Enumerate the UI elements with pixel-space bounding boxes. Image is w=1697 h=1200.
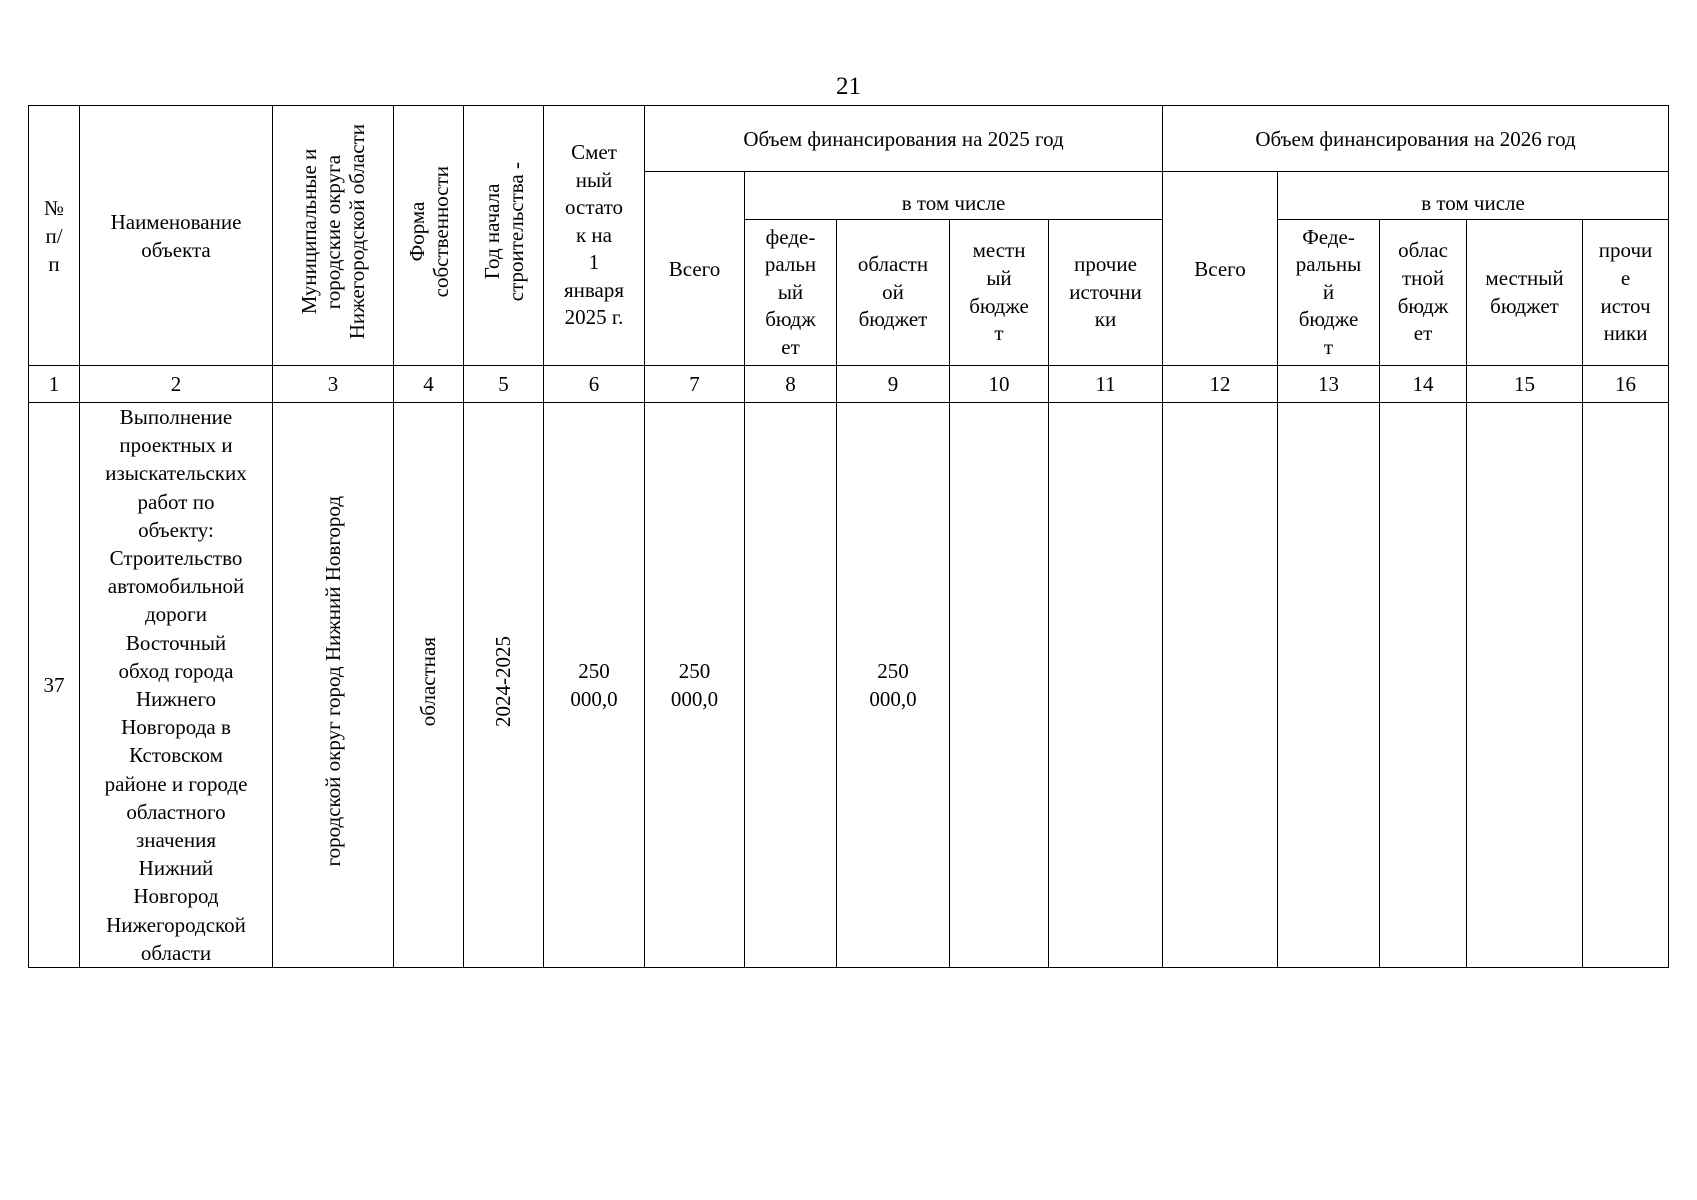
header-federal-2025: [745, 220, 837, 366]
header-regional-2026: [1380, 220, 1467, 366]
header-including-2025: в том числе: [745, 172, 1163, 220]
column-number: 1: [29, 366, 80, 403]
header-local-2025-line: местн: [972, 238, 1026, 263]
header-group-2026: Объем финансирования на 2026 год: [1163, 106, 1669, 172]
object-name-line: Нижний: [138, 856, 214, 881]
header-federal-2026-line: бюдже: [1298, 307, 1359, 332]
column-number: 9: [837, 366, 950, 403]
header-object-name-label: Наименование объекта: [110, 209, 242, 262]
other-2025-cell: [1049, 403, 1163, 968]
header-regional-2026-line: ет: [1413, 321, 1433, 346]
header-estimated-remainder: [544, 106, 645, 366]
header-other-2026-line: источ: [1600, 293, 1651, 318]
column-number: 6: [544, 366, 645, 403]
header-federal-2026-line: й: [1322, 279, 1335, 304]
object-name-line: Нижегородской: [106, 912, 246, 937]
header-regional-2025-line: областн: [857, 252, 929, 277]
header-federal-2025-line: ральн: [764, 252, 817, 277]
column-number: 13: [1278, 366, 1380, 403]
column-number: 5: [464, 366, 544, 403]
header-municipality: [273, 106, 394, 366]
header-federal-2026-line: ральны: [1295, 252, 1362, 277]
header-other-2025: [1049, 220, 1163, 366]
header-local-2025-line: бюдже: [969, 293, 1029, 318]
object-name-line: работ по: [137, 489, 215, 514]
column-number: 10: [950, 366, 1049, 403]
header-local-2025-line: ый: [986, 265, 1012, 290]
header-regional-2025-line: ой: [882, 279, 904, 304]
financing-table: [28, 105, 1669, 968]
object-name-line: объекту:: [138, 517, 214, 542]
local-2025-cell: [950, 403, 1049, 968]
column-number: 15: [1467, 366, 1583, 403]
object-name-line: дороги: [144, 602, 208, 627]
object-name-line: Новгород: [133, 884, 219, 909]
header-remainder-line: Смет: [571, 139, 617, 164]
regional-2025-cell: [837, 403, 950, 968]
header-federal-2025-line: ый: [777, 279, 804, 304]
header-row-number: [29, 106, 80, 366]
header-remainder-line: ный: [575, 167, 613, 192]
header-regional-2026-line: тной: [1401, 265, 1445, 290]
header-federal-2025-line: бюдж: [765, 307, 816, 332]
object-name-line: Выполнение: [119, 405, 233, 429]
header-row-number-label: [31, 194, 77, 278]
header-ownership: [394, 106, 464, 366]
header-municipality-line: Нижегородской области: [345, 124, 369, 340]
row-number: 37: [29, 403, 80, 968]
object-name-line: районе и городе: [104, 771, 248, 796]
header-ownership-line: Форма: [404, 202, 429, 262]
object-name-line: Новгорода в: [121, 715, 231, 740]
years-value: 2024-2025: [491, 636, 515, 728]
object-name-line: автомобильной: [107, 574, 245, 599]
header-municipality-line: Муниципальные и: [297, 149, 321, 315]
years-cell: [464, 403, 544, 968]
header-local-2026-line: бюджет: [1490, 293, 1559, 318]
header-pp-part2: п: [48, 251, 60, 276]
header-ownership-line: собственности: [428, 166, 453, 298]
object-name-line: значения: [135, 828, 217, 853]
header-total-2026: Всего: [1163, 172, 1278, 366]
header-other-2026-line: е: [1620, 265, 1631, 290]
header-object-name: [80, 106, 273, 366]
header-regional-2025-line: бюджет: [858, 307, 928, 332]
object-name-line: Кстовском: [129, 743, 223, 768]
column-number: 14: [1380, 366, 1467, 403]
header-remainder-line: 1: [588, 250, 600, 275]
header-start-year-label: [480, 162, 528, 301]
column-number: 4: [394, 366, 464, 403]
remainder-value-line: 000,0: [570, 687, 618, 712]
header-regional-2026-line: бюдж: [1397, 293, 1449, 318]
column-number: 12: [1163, 366, 1278, 403]
object-name-line: Восточный: [125, 630, 227, 655]
header-pp-part1: п/: [45, 223, 63, 248]
header-other-2025-line: прочие: [1074, 252, 1137, 277]
total-2026-cell: [1163, 403, 1278, 968]
header-remainder-line: января: [563, 277, 625, 302]
header-federal-2026-line: т: [1323, 334, 1334, 359]
header-local-2026-line: местный: [1485, 265, 1564, 290]
total-2025-value-line: 250: [678, 659, 711, 684]
header-local-2025-line: т: [994, 321, 1004, 346]
table-row: [29, 403, 1669, 968]
other-2026-cell: [1583, 403, 1669, 968]
header-regional-2025: [837, 220, 950, 366]
header-start-year: [464, 106, 544, 366]
header-remainder-line: остато: [565, 195, 623, 220]
municipality-cell: [273, 403, 394, 968]
header-other-2025-line: ки: [1094, 307, 1117, 332]
header-other-2026: [1583, 220, 1669, 366]
object-name-line: Строительство: [109, 546, 243, 571]
header-start-year-line: Год начала: [479, 184, 504, 280]
header-local-2025: [950, 220, 1049, 366]
header-ownership-label: [405, 166, 453, 297]
total-2025-value-line: 000,0: [670, 687, 719, 712]
regional-2025-value-line: 000,0: [869, 687, 917, 712]
header-remainder-line: 2025 г.: [564, 305, 624, 330]
page-number: 21: [836, 73, 861, 100]
header-start-year-line: строительства -: [503, 162, 528, 302]
object-name-line: областного: [126, 799, 226, 824]
header-federal-2026-line: Феде-: [1302, 224, 1355, 249]
remainder-cell: [544, 403, 645, 968]
header-remainder-line: к на: [575, 222, 612, 247]
object-name-line: проектных и: [119, 433, 233, 458]
header-federal-2026: [1278, 220, 1380, 366]
header-including-2026: в том числе: [1278, 172, 1669, 220]
column-number-row: [29, 366, 1669, 403]
header-regional-2026-line: облас: [1398, 238, 1448, 263]
header-group-2025: Объем финансирования на 2025 год: [645, 106, 1163, 172]
object-name: [80, 403, 273, 968]
object-name-line: обход города: [118, 658, 234, 683]
remainder-value-line: 250: [578, 659, 610, 684]
column-number: 3: [273, 366, 394, 403]
ownership-cell: [394, 403, 464, 968]
federal-2025-cell: [745, 403, 837, 968]
header-local-2026: [1467, 220, 1583, 366]
column-number: 11: [1049, 366, 1163, 403]
header-other-2026-line: прочи: [1598, 238, 1653, 263]
ownership-value: областная: [416, 636, 440, 727]
header-federal-2025-line: феде-: [765, 224, 816, 249]
column-number: 16: [1583, 366, 1669, 403]
header-numero-symbol: №: [43, 195, 65, 220]
header-federal-2025-line: ет: [781, 334, 800, 359]
header-total-2025: Всего: [645, 172, 745, 366]
column-number: 8: [745, 366, 837, 403]
header-other-2026-line: ники: [1603, 321, 1648, 346]
federal-2026-cell: [1278, 403, 1380, 968]
regional-2025-value-line: 250: [877, 659, 909, 684]
total-2025-cell: [645, 403, 745, 968]
header-municipality-label: [297, 124, 369, 339]
object-name-line: области: [140, 940, 212, 965]
header-municipality-line: городские округа: [321, 154, 345, 310]
column-number: 7: [645, 366, 745, 403]
municipality-value: городской округ город Нижний Новгород: [320, 496, 345, 867]
column-number: 2: [80, 366, 273, 403]
local-2026-cell: [1467, 403, 1583, 968]
object-name-line: Нижнего: [135, 687, 217, 712]
header-other-2025-line: источни: [1069, 279, 1142, 304]
regional-2026-cell: [1380, 403, 1467, 968]
object-name-line: изыскательских: [105, 461, 247, 486]
